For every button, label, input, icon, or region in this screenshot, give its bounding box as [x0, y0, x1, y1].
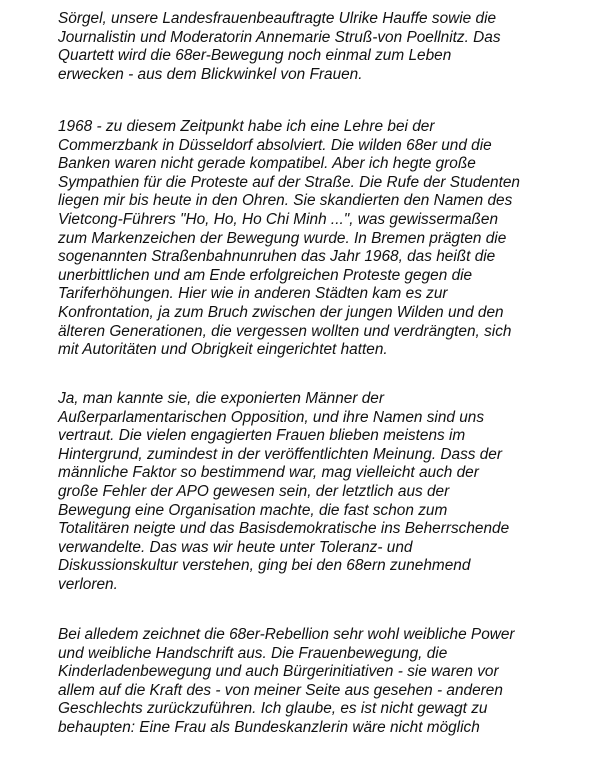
- text-line: und weibliche Handschrift aus. Die Frauenbewegung, die: [58, 644, 448, 662]
- text-line: Sörgel, unsere Landesfrauenbeauftragte Ulrike Hauffe sowie die: [58, 10, 497, 27]
- text-line: Diskussionskultur verstehen, ging bei den 68ern zunehmend: [58, 557, 471, 575]
- text-line: Totalitären neigte und das Basisdemokratische ins Beherrschende: [58, 520, 510, 538]
- text-line: Quartett wird die 68er-Bewegung noch einmal zum Leben: [58, 47, 452, 65]
- text-line: verwandelte. Das was wir heute unter Toleranz- und: [58, 538, 413, 556]
- text-line: Kinderladenbewegung und auch Bürgerinitiativen - sie waren vor: [58, 663, 499, 681]
- text-line: mit Autoritäten und Obrigkeit eingerichtet hatten.: [58, 341, 388, 359]
- text-line: Commerzbank in Düsseldorf absolviert. Die wilden 68er und die: [58, 136, 492, 154]
- text-line: Hintergrund, zumindest in der veröffentlichten Meinung. Dass der: [58, 445, 502, 463]
- paragraph-4: [58, 626, 515, 738]
- text-line: Ja, man kannte sie, die exponierten Männer der: [58, 390, 384, 407]
- text-line: allem auf die Kraft des - von meiner Seite aus gesehen - anderen: [58, 681, 503, 699]
- text-line: älteren Generationen, die vergessen wollten und verdrängten, sich: [58, 322, 512, 340]
- text-line: sogenannten Straßenbahnunruhen das Jahr 1968, das heißt die: [58, 248, 496, 266]
- text-line: 1968 - zu diesem Zeitpunkt habe ich eine Lehre bei der: [58, 118, 435, 135]
- text-line: Banken waren nicht gerade kompatibel. Aber ich hegte große: [58, 155, 476, 173]
- text-line: behaupten: Eine Frau als Bundeskanzlerin wäre nicht möglich: [58, 718, 480, 736]
- text-line: Konfrontation, ja zum Bruch zwischen der jungen Wilden und den: [58, 303, 504, 321]
- text-line: liegen mir bis heute in den Ohren. Sie skandierten den Namen des: [58, 192, 513, 210]
- text-line: Geschlechts zurückzuführen. Ich glaube, es ist nicht gewagt zu: [58, 700, 488, 718]
- text-line: männliche Faktor so bestimmend war, mag vielleicht auch der: [58, 464, 479, 482]
- text-line: Sympathien für die Proteste auf der Straße. Die Rufe der Studenten: [58, 173, 520, 191]
- text-line: Bewegung eine Organisation machte, die fast schon zum: [58, 501, 448, 519]
- text-line: verloren.: [58, 575, 118, 593]
- paragraph-2: [58, 118, 520, 360]
- text-line: große Fehler der APO gewesen sein, der letztlich aus der: [58, 482, 450, 500]
- text-line: unerbittlichen und am Ende erfolgreichen Proteste gegen die: [58, 266, 473, 284]
- paragraph-1: [58, 10, 501, 84]
- text-line: Journalistin und Moderatorin Annemarie Struß-von Poellnitz. Das: [58, 28, 501, 46]
- text-line: erwecken - aus dem Blickwinkel von Frauen.: [58, 65, 363, 83]
- text-line: Vietcong-Führers "Ho, Ho, Ho Chi Minh ...", was gewissermaßen: [58, 210, 499, 228]
- text-line: vertraut. Die vielen engagierten Frauen blieben meistens im: [58, 427, 466, 445]
- text-line: Außerparlamentarischen Opposition, und ihre Namen sind uns: [58, 408, 485, 426]
- paragraph-3: [58, 390, 509, 595]
- text-line: Bei alledem zeichnet die 68er-Rebellion sehr wohl weibliche Power: [58, 626, 515, 643]
- text-line: Tariferhöhungen. Hier wie in anderen Städten kam es zur: [58, 285, 448, 303]
- text-line: zum Markenzeichen der Bewegung wurde. In Bremen prägten die: [58, 229, 507, 247]
